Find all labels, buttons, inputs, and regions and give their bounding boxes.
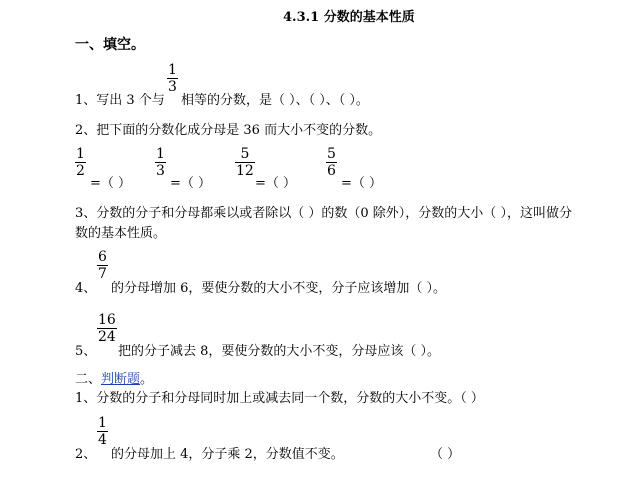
q2-fraction-3-numerator: 5 xyxy=(235,146,255,163)
judge-link[interactable]: 判断题 xyxy=(101,372,141,387)
q2-fraction-2-numerator: 1 xyxy=(156,146,165,162)
q2-fraction-4-numerator: 5 xyxy=(327,146,336,162)
q2-fraction-1 xyxy=(75,146,86,179)
q1-prefix: 1、写出 3 个与 xyxy=(75,93,165,108)
j2-denominator: 4 xyxy=(98,432,107,448)
q4-denominator: 7 xyxy=(98,266,107,282)
q2-text: 2、把下面的分数化成分母是 36 而大小不变的分数。 xyxy=(75,123,382,138)
q5-denominator: 24 xyxy=(98,329,116,345)
q2-fraction-3-denominator: 12 xyxy=(236,163,254,179)
j2-answer-blank: （ ） xyxy=(430,447,461,462)
q3-line-1: 3、分数的分子和分母都乘以或者除以（ ）的数（0 除外），分数的大小（ ），这叫做分 xyxy=(75,206,572,221)
page-title: 4.3.1 分数的基本性质 xyxy=(283,10,415,25)
section-judge-prefix: 二、 xyxy=(75,372,102,387)
q4-prefix: 4、 xyxy=(75,281,97,296)
section-fill-in-heading: 一、填空。 xyxy=(75,37,145,53)
q2-fraction-1-numerator: 1 xyxy=(76,146,85,162)
q3-line-2: 数的基本性质。 xyxy=(75,226,167,241)
q1-suffix: 相等的分数，是（ ）、（ ）、（ ）。 xyxy=(181,93,369,108)
q2-fraction-2-denominator: 3 xyxy=(156,163,165,179)
q2-blank-3: =（ ） xyxy=(255,176,297,191)
q2-fraction-4 xyxy=(326,146,337,179)
q5-prefix: 5、 xyxy=(75,344,97,359)
j2-suffix: 的分母加上 4，分子乘 2，分数值不变。 xyxy=(111,447,344,462)
q5-fraction xyxy=(97,312,117,345)
q2-fraction-1-denominator: 2 xyxy=(76,163,85,179)
q2-blank-1: =（ ） xyxy=(90,176,132,191)
q5-suffix: 把的分子减去 8，要使分数的大小不变，分母应该（ ）。 xyxy=(118,344,441,359)
j2-fraction xyxy=(97,415,108,448)
q1-numerator: 1 xyxy=(168,62,177,78)
q2-blank-4: =（ ） xyxy=(341,176,383,191)
q4-suffix: 的分母增加 6，要使分数的大小不变，分子应该增加（ ）。 xyxy=(111,281,447,296)
section-judge-suffix: 。 xyxy=(140,372,154,387)
j2-prefix: 2、 xyxy=(75,447,97,462)
q1-fraction xyxy=(167,62,178,95)
q2-fraction-2 xyxy=(155,146,166,179)
q1-denominator: 3 xyxy=(168,79,177,95)
q2-fraction-3 xyxy=(235,146,255,179)
j2-numerator: 1 xyxy=(98,415,107,431)
q4-fraction xyxy=(97,249,108,282)
q5-numerator: 16 xyxy=(98,312,116,328)
q2-blank-2: =（ ） xyxy=(170,176,212,191)
section-judge-heading xyxy=(75,368,153,387)
q4-numerator: 6 xyxy=(98,249,107,265)
j1-text: 1、分数的分子和分母同时加上或减去同一个数，分数的大小不变。（ ） xyxy=(75,391,484,406)
q2-fraction-4-denominator: 6 xyxy=(327,163,336,179)
